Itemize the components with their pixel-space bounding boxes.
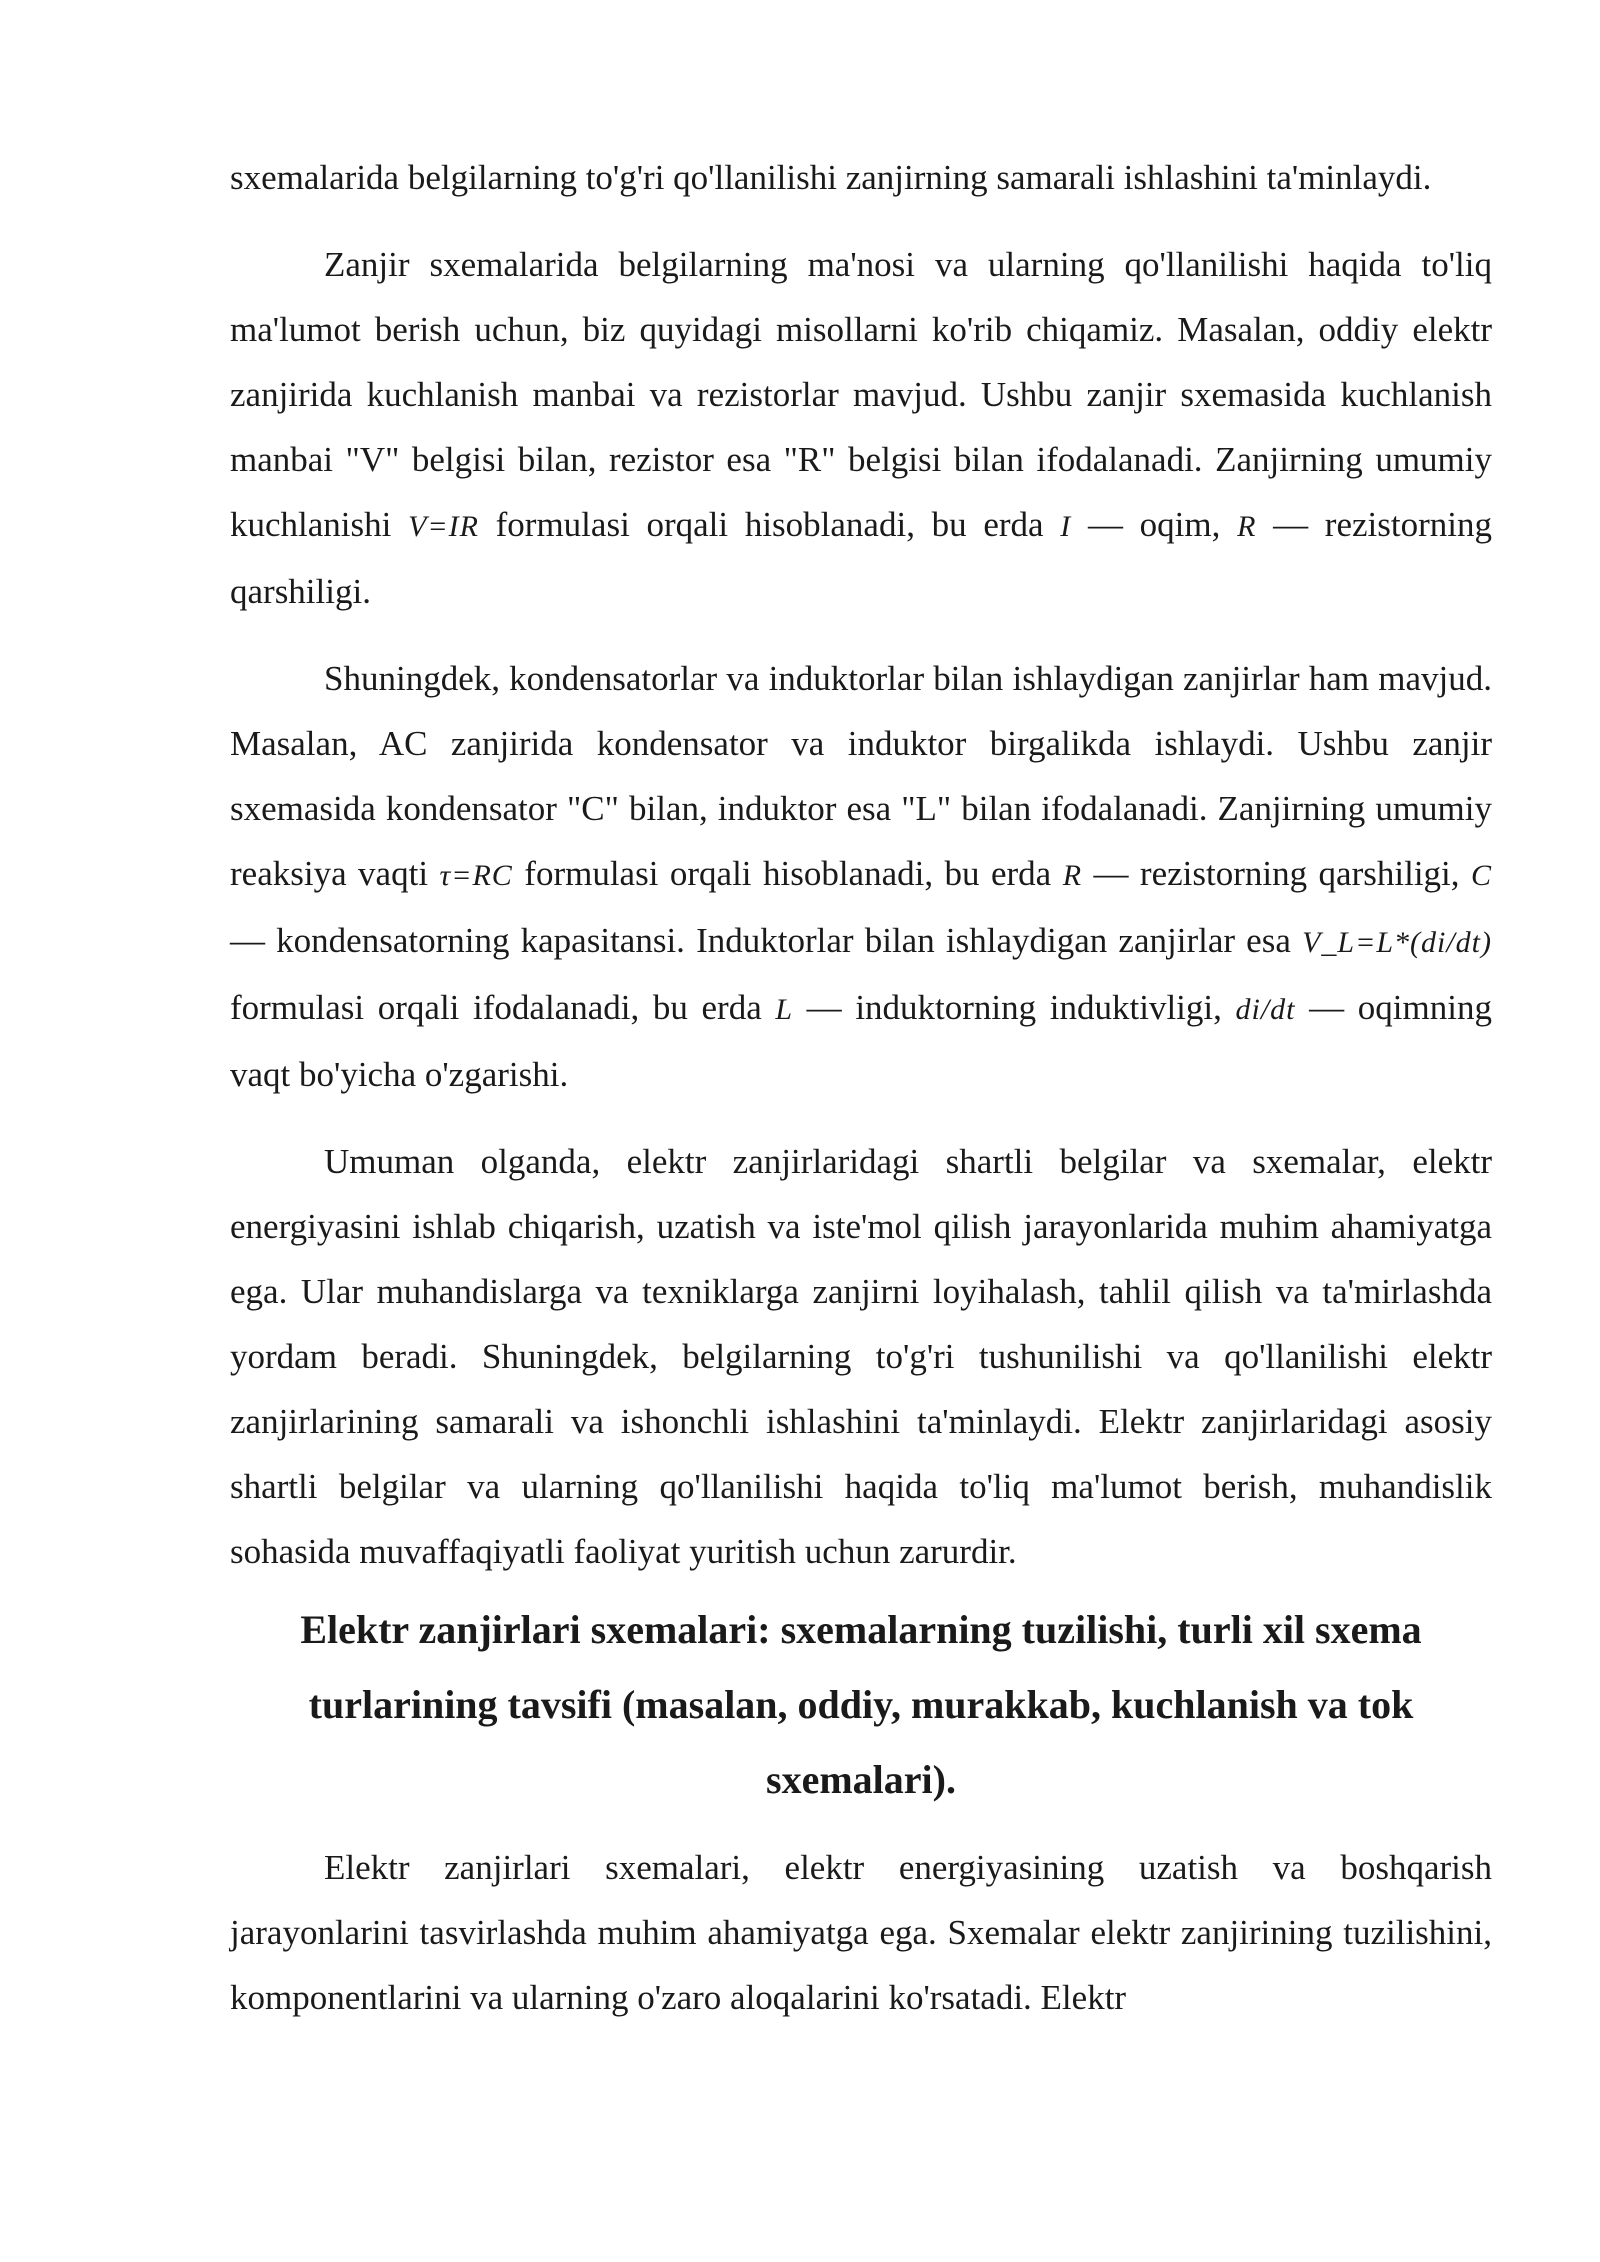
section-heading: Elektr zanjirlari sxemalari: sxemalarning tuzilishi, turli xil sxema turlarining tavsifi (masalan, oddiy, murakkab, kuchlanish va tok sxemalari). (300, 1607, 1422, 1802)
text-run: formulasi orqali hisoblanadi, bu erda (512, 854, 1063, 893)
text-run: — kondensatorning kapasitansi. Induktorlar bilan ishlaydigan zanjirlar esa (230, 921, 1303, 960)
text-run: — induktorning induktivligi, (793, 988, 1236, 1027)
formula-time-constant: τ=RC (439, 859, 513, 892)
paragraph-circuit-schemes: Elektr zanjirlari sxemalari, elektr energiyasining uzatish va boshqarish jarayonlarini tasvirlashda muhim ahamiyatga ega. Sxemalar elektr zanjirining tuzilishini, komponentlarini va ularning o'zaro aloqalarini ko'rsatadi. Elektr (230, 1848, 1492, 2017)
formula-symbol-current: I (1060, 510, 1072, 543)
formula-symbol-inductance: L (775, 993, 794, 1026)
document-page (230, 145, 1492, 2030)
text-run: Zanjir sxemalarida belgilarning ma'nosi va ularning qo'llanilishi haqida to'liq ma'lumot berish uchun, biz quyidagi misollarni ko'rib chiqamiz. Masalan, oddiy elektr zanjirida kuchlanish manbai va rezistorlar mavjud. Ushbu zanjir sxemasida kuchlanish manbai "V" belgisi bilan, rezistor esa "R" belgisi bilan ifodalanadi. Zanjirning umumiy kuchlanishi (230, 245, 1492, 544)
text-run: formulasi orqali ifodalanadi, bu erda (230, 988, 776, 1027)
formula-symbol-resistance: R (1062, 859, 1083, 892)
formula-current-derivative: di/dt (1235, 993, 1296, 1026)
text-run: — rezistorning qarshiligi, (1082, 854, 1471, 893)
formula-ohms-law: V=IR (408, 510, 479, 543)
text-run: Shuningdek, kondensatorlar va induktorlar bilan ishlaydigan zanjirlar ham mavjud. Masalan, AC zanjirida kondensator va induktor birgalikda ishlaydi. Ushbu zanjir sxemasida kondensator "C" bilan, induktor esa "L" bilan ifodalanadi. Zanjirning umumiy reaksiya vaqti (230, 659, 1492, 893)
text-run: — oqimning vaqt bo'yicha o'zgarishi. (230, 988, 1492, 1094)
text-run: formulasi orqali hisoblanadi, bu erda (478, 505, 1061, 544)
paragraph-voltage-example (230, 232, 1492, 624)
paragraph-continuation: sxemalarida belgilarning to'g'ri qo'llanilishi zanjirning samarali ishlashini ta'minlaydi. (230, 158, 1432, 197)
text-run: — rezistorning qarshiligi. (230, 505, 1492, 611)
formula-inductor-voltage: V_L=L*(di/dt) (1302, 926, 1492, 959)
formula-symbol-capacitance: C (1470, 859, 1492, 892)
text-run: — oqim, (1071, 505, 1238, 544)
formula-symbol-resistance: R (1237, 510, 1257, 543)
paragraph-summary: Umuman olganda, elektr zanjirlaridagi shartli belgilar va sxemalar, elektr energiyasini ishlab chiqarish, uzatish va iste'mol qilish jarayonlarida muhim ahamiyatga ega. Ular muhandislarga va texniklarga zanjirni loyihalash, tahlil qilish va ta'mirlashda yordam beradi. Shuningdek, belgilarning to'g'ri tushunilishi va qo'llanilishi elektr zanjirlarining samarali va ishonchli ishlashini ta'minlaydi. Elektr zanjirlaridagi asosiy shartli belgilar va ularning qo'llanilishi haqida to'liq ma'lumot berish, muhandislik sohasida muvaffaqiyatli faoliyat yuritish uchun zarurdir. (230, 1142, 1492, 1571)
paragraph-capacitor-inductor (230, 646, 1492, 1107)
